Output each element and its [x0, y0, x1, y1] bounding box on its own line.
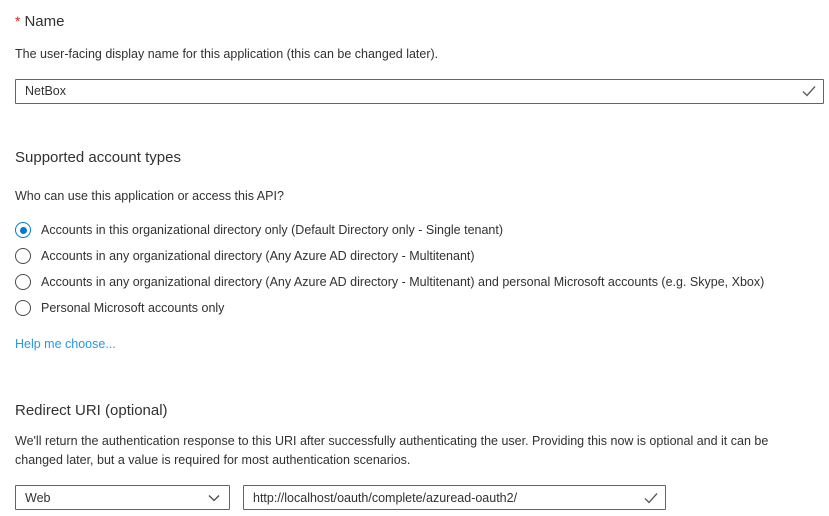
radio-button-icon[interactable]	[15, 222, 31, 238]
platform-select[interactable]	[15, 485, 230, 510]
redirect-uri-row	[15, 485, 829, 510]
redirect-uri-description: We'll return the authentication response to this URI after successfully authenticating the user. Providing this now is optional and it can be changed later, but a value is required for most authentication scenarios.	[15, 434, 769, 467]
chevron-down-icon	[208, 494, 220, 502]
radio-option-personal-only[interactable]	[15, 295, 815, 321]
radio-option-multitenant-personal[interactable]	[15, 269, 815, 295]
name-title-text: Name	[24, 13, 65, 30]
account-types-question: Who can use this application or access this API?	[15, 188, 284, 203]
radio-option-multitenant[interactable]	[15, 243, 815, 269]
account-type-options	[15, 217, 815, 321]
radio-option-single-tenant[interactable]	[15, 217, 815, 243]
name-input-container	[15, 79, 824, 104]
redirect-uri-input[interactable]	[243, 485, 666, 510]
name-input[interactable]	[15, 79, 824, 104]
radio-option-label: Personal Microsoft accounts only	[41, 301, 225, 315]
account-types-title: Supported account types	[15, 148, 181, 166]
radio-button-icon[interactable]	[15, 274, 31, 290]
help-me-choose-link[interactable]: Help me choose...	[15, 337, 116, 351]
radio-option-label: Accounts in this organizational directory only (Default Directory only - Single tenant)	[41, 223, 504, 237]
redirect-uri-title: Redirect URI (optional)	[15, 402, 168, 419]
radio-option-label: Accounts in any organizational directory (Any Azure AD directory - Multitenant) and personal Microsoft accounts (e.g. Skype, Xbox)	[41, 275, 765, 289]
name-field-description: The user-facing display name for this application (this can be changed later).	[15, 47, 439, 61]
radio-button-icon[interactable]	[15, 300, 31, 316]
required-asterisk: *	[15, 13, 21, 29]
radio-option-label: Accounts in any organizational directory (Any Azure AD directory - Multitenant)	[41, 249, 475, 263]
radio-button-icon[interactable]	[15, 248, 31, 264]
redirect-uri-input-container	[243, 485, 666, 510]
platform-select-value: Web	[25, 490, 51, 505]
name-field-title	[15, 12, 815, 31]
